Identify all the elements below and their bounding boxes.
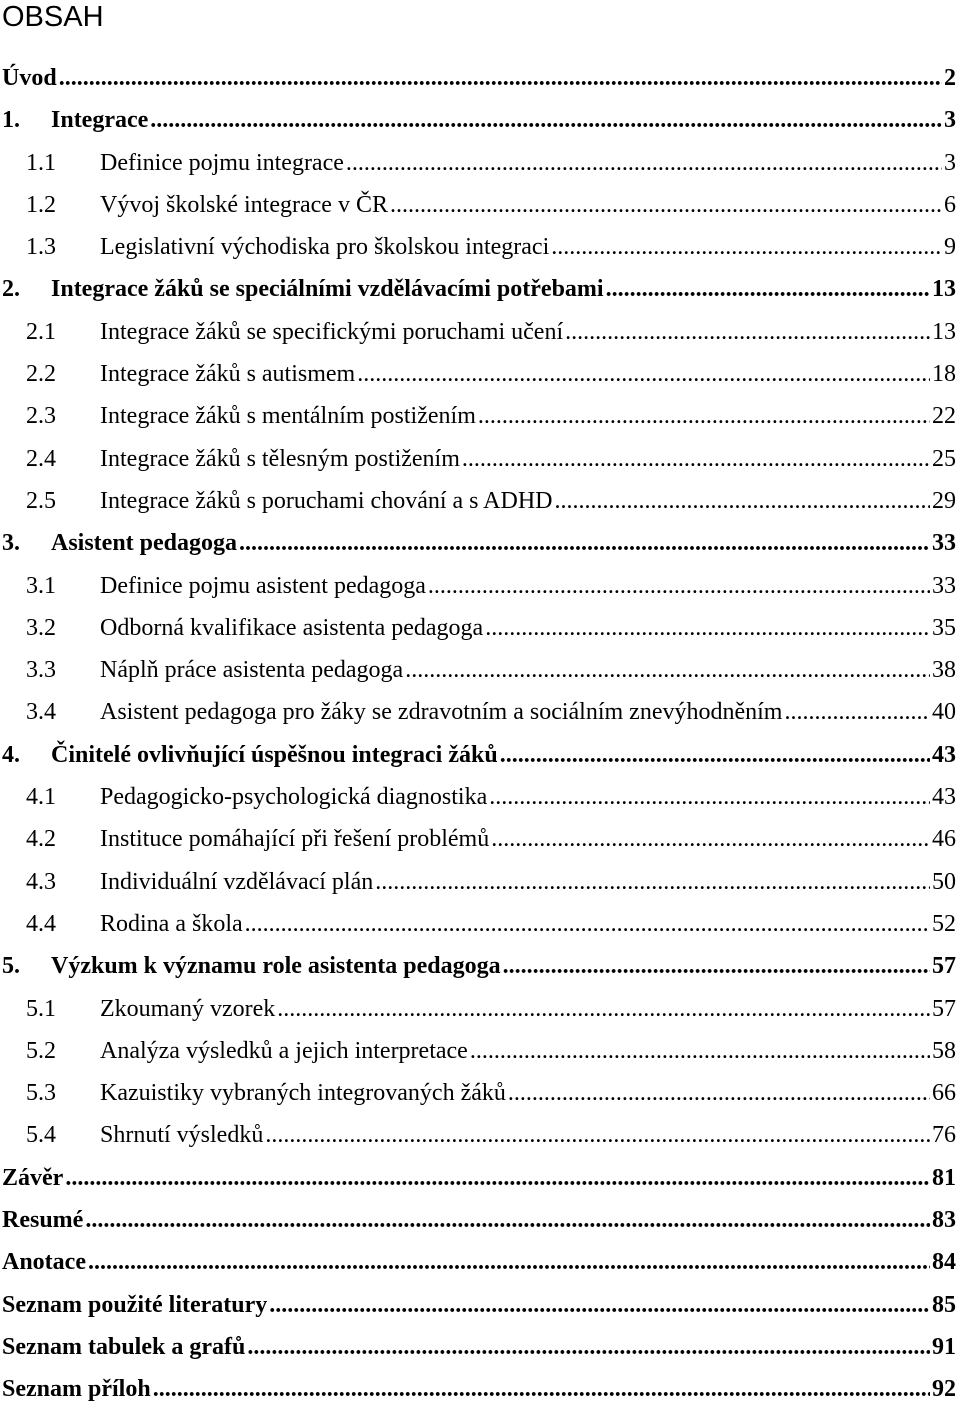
toc-entry-number: 4.4 xyxy=(26,910,56,937)
toc-entry-number: 4.1 xyxy=(26,784,56,811)
toc-entry-title: Činitelé ovlivňující úspěšnou integraci žáků xyxy=(51,741,498,768)
toc-entry-page-number: 91 xyxy=(932,1333,956,1360)
toc-entry-number: 5.4 xyxy=(26,1122,56,1149)
toc-entry[interactable] xyxy=(0,734,960,776)
toc-entry-number: 1.3 xyxy=(26,234,56,261)
toc-entry[interactable] xyxy=(0,691,960,733)
toc-entry-row xyxy=(2,1368,956,1410)
toc-entry-title: Integrace žáků s tělesným postižením xyxy=(100,445,460,472)
toc-entry-row xyxy=(2,268,956,310)
toc-entry-title: Legislativní východiska pro školskou integraci xyxy=(100,234,550,261)
toc-entry-number: 5.1 xyxy=(26,995,56,1022)
toc-dot-leader xyxy=(245,903,930,945)
toc-entry-title: Integrace žáků s poruchami chování a s ADHD xyxy=(100,487,553,514)
toc-entry[interactable] xyxy=(0,522,960,564)
toc-entry-page-number: 9 xyxy=(944,234,956,261)
toc-entry-page-number: 33 xyxy=(932,572,956,599)
toc-entry-title: Rodina a škola xyxy=(100,910,243,937)
toc-entry[interactable] xyxy=(0,988,960,1030)
toc-entry[interactable] xyxy=(0,649,960,691)
toc-entry[interactable] xyxy=(0,1199,960,1241)
toc-entry-row xyxy=(26,776,956,818)
toc-entry-page-number: 33 xyxy=(932,530,956,557)
toc-entry-title: Pedagogicko-psychologická diagnostika xyxy=(100,784,488,811)
toc-entry-row xyxy=(2,57,956,99)
toc-entry[interactable] xyxy=(0,776,960,818)
toc-entry-page-number: 35 xyxy=(932,614,956,641)
toc-entry-title: Výzkum k významu role asistenta pedagoga xyxy=(51,953,501,980)
toc-entry-row xyxy=(2,734,956,776)
toc-entry-row xyxy=(26,438,956,480)
toc-entry-number: 5.2 xyxy=(26,1037,56,1064)
toc-dot-leader xyxy=(150,99,942,141)
page-title: OBSAH xyxy=(2,1,104,33)
toc-entry-page-number: 13 xyxy=(932,276,956,303)
toc-dot-leader xyxy=(153,1368,930,1410)
toc-entry-row xyxy=(26,395,956,437)
toc-entry-page-number: 22 xyxy=(932,403,956,430)
toc-entry-number: 2.4 xyxy=(26,445,56,472)
toc-entry-number: 3.2 xyxy=(26,614,56,641)
toc-entry[interactable] xyxy=(0,1241,960,1283)
toc-entry-title: Vývoj školské integrace v ČR xyxy=(100,191,388,218)
toc-entry-page-number: 57 xyxy=(932,995,956,1022)
toc-entry-row xyxy=(26,565,956,607)
toc-entry-row xyxy=(2,522,956,564)
toc-entry-title: Náplň práce asistenta pedagoga xyxy=(100,657,404,684)
toc-entry-row xyxy=(26,649,956,691)
toc-dot-leader xyxy=(85,1199,930,1241)
toc-dot-leader xyxy=(265,1114,930,1156)
toc-entry-page-number: 52 xyxy=(932,910,956,937)
toc-entry[interactable] xyxy=(0,438,960,480)
toc-dot-leader xyxy=(239,522,930,564)
toc-entry[interactable] xyxy=(0,311,960,353)
toc-dot-leader xyxy=(375,861,930,903)
toc-entry-title: Seznam příloh xyxy=(2,1376,151,1403)
toc-entry-title: Asistent pedagoga pro žáky se zdravotním a sociálním znevýhodněním xyxy=(100,699,783,726)
toc-entry[interactable] xyxy=(0,1326,960,1368)
toc-entry-number: 1.1 xyxy=(26,149,56,176)
toc-dot-leader xyxy=(59,57,942,99)
toc-dot-leader xyxy=(247,1326,930,1368)
toc-entry[interactable] xyxy=(0,142,960,184)
toc-entry-page-number: 43 xyxy=(932,784,956,811)
toc-entry-row xyxy=(2,1157,956,1199)
toc-entry-title: Shrnutí výsledků xyxy=(100,1122,264,1149)
toc-entry-page-number: 25 xyxy=(932,445,956,472)
toc-dot-leader xyxy=(565,311,930,353)
toc-entry-title: Instituce pomáhající při řešení problémů xyxy=(100,826,490,853)
toc-entry[interactable] xyxy=(0,607,960,649)
toc-entry-page-number: 50 xyxy=(932,868,956,895)
toc-dot-leader xyxy=(489,776,930,818)
toc-entry-row xyxy=(26,184,956,226)
toc-dot-leader xyxy=(508,1072,930,1114)
toc-dot-leader xyxy=(88,1241,930,1283)
toc-entry-page-number: 6 xyxy=(944,191,956,218)
toc-entry-row xyxy=(2,99,956,141)
toc-entry-number: 2.5 xyxy=(26,487,56,514)
toc-dot-leader xyxy=(500,734,930,776)
toc-entry-page-number: 66 xyxy=(932,1080,956,1107)
toc-entry-page-number: 3 xyxy=(944,107,956,134)
toc-entry-row xyxy=(26,903,956,945)
toc-entry-title: Analýza výsledků a jejich interpretace xyxy=(100,1037,468,1064)
toc-entry-number: 2.2 xyxy=(26,361,56,388)
toc-entry-page-number: 81 xyxy=(932,1164,956,1191)
toc-entry-title: Integrace žáků s autismem xyxy=(100,361,356,388)
toc-entry-number: 4. xyxy=(2,741,20,768)
toc-entry-row xyxy=(26,1072,956,1114)
toc-dot-leader xyxy=(357,353,930,395)
table-of-contents xyxy=(0,57,960,1411)
toc-entry-page-number: 3 xyxy=(944,149,956,176)
toc-entry-row xyxy=(2,945,956,987)
toc-entry-row xyxy=(26,1030,956,1072)
toc-entry-page-number: 85 xyxy=(932,1291,956,1318)
toc-entry[interactable] xyxy=(0,1114,960,1156)
toc-entry-row xyxy=(2,1199,956,1241)
toc-dot-leader xyxy=(346,142,942,184)
toc-entry-page-number: 29 xyxy=(932,487,956,514)
toc-entry[interactable] xyxy=(0,565,960,607)
toc-entry[interactable] xyxy=(0,57,960,99)
toc-entry-title: Integrace žáků se specifickými poruchami učení xyxy=(100,318,564,345)
toc-entry[interactable] xyxy=(0,1284,960,1326)
toc-dot-leader xyxy=(269,1284,930,1326)
toc-entry-title: Asistent pedagoga xyxy=(51,530,238,557)
toc-entry[interactable] xyxy=(0,861,960,903)
toc-entry-row xyxy=(26,691,956,733)
toc-entry-number: 2.3 xyxy=(26,403,56,430)
toc-entry[interactable] xyxy=(0,480,960,522)
toc-entry[interactable] xyxy=(0,1072,960,1114)
toc-dot-leader xyxy=(491,818,930,860)
toc-entry-title: Zkoumaný vzorek xyxy=(100,995,276,1022)
toc-entry-page-number: 83 xyxy=(932,1207,956,1234)
toc-dot-leader xyxy=(485,607,930,649)
toc-entry-title: Integrace žáků se speciálními vzdělávacími potřebami xyxy=(51,276,604,303)
toc-entry-row xyxy=(2,1284,956,1326)
toc-entry-page-number: 40 xyxy=(932,699,956,726)
toc-entry-row xyxy=(26,311,956,353)
toc-entry[interactable] xyxy=(0,1030,960,1072)
toc-entry-row xyxy=(26,818,956,860)
toc-dot-leader xyxy=(390,184,942,226)
toc-entry-page-number: 76 xyxy=(932,1122,956,1149)
toc-entry-page-number: 38 xyxy=(932,657,956,684)
toc-dot-leader xyxy=(478,395,930,437)
toc-entry-title: Resumé xyxy=(2,1207,84,1234)
toc-entry-page-number: 46 xyxy=(932,826,956,853)
toc-entry[interactable] xyxy=(0,353,960,395)
toc-entry-row xyxy=(26,988,956,1030)
toc-dot-leader xyxy=(551,226,942,268)
toc-entry-row xyxy=(26,226,956,268)
toc-entry-title: Seznam použité literatury xyxy=(2,1291,268,1318)
toc-entry-number: 3.4 xyxy=(26,699,56,726)
toc-entry-number: 5.3 xyxy=(26,1080,56,1107)
toc-dot-leader xyxy=(405,649,930,691)
toc-entry-number: 5. xyxy=(2,953,20,980)
toc-entry-number: 2. xyxy=(2,276,20,303)
toc-entry-title: Závěr xyxy=(2,1164,64,1191)
toc-entry-number: 3. xyxy=(2,530,20,557)
toc-entry-page-number: 58 xyxy=(932,1037,956,1064)
toc-entry[interactable] xyxy=(0,99,960,141)
toc-entry-page-number: 84 xyxy=(932,1249,956,1276)
toc-entry[interactable] xyxy=(0,226,960,268)
toc-entry-row xyxy=(26,480,956,522)
toc-dot-leader xyxy=(470,1030,930,1072)
toc-entry-number: 3.3 xyxy=(26,657,56,684)
toc-entry-page-number: 92 xyxy=(932,1376,956,1403)
toc-entry-row xyxy=(2,1241,956,1283)
toc-entry-row xyxy=(26,861,956,903)
toc-entry-page-number: 13 xyxy=(932,318,956,345)
toc-dot-leader xyxy=(428,565,930,607)
toc-entry-title: Integrace xyxy=(51,107,149,134)
toc-entry[interactable] xyxy=(0,1157,960,1199)
toc-entry-title: Definice pojmu integrace xyxy=(100,149,344,176)
toc-entry-number: 3.1 xyxy=(26,572,56,599)
toc-dot-leader xyxy=(277,988,930,1030)
toc-entry[interactable] xyxy=(0,945,960,987)
toc-entry-row xyxy=(26,142,956,184)
toc-entry-row xyxy=(26,607,956,649)
toc-entry[interactable] xyxy=(0,184,960,226)
toc-entry-row xyxy=(26,353,956,395)
toc-entry-title: Úvod xyxy=(2,65,57,91)
toc-entry-number: 1.2 xyxy=(26,191,56,218)
toc-entry-row xyxy=(26,1114,956,1156)
toc-entry-number: 4.3 xyxy=(26,868,56,895)
toc-entry-row xyxy=(2,1326,956,1368)
toc-entry-title: Kazuistiky vybraných integrovaných žáků xyxy=(100,1080,506,1107)
toc-entry-title: Integrace žáků s mentálním postižením xyxy=(100,403,476,430)
toc-entry-title: Anotace xyxy=(2,1249,86,1276)
toc-entry[interactable] xyxy=(0,395,960,437)
toc-entry-page-number: 43 xyxy=(932,741,956,768)
toc-entry-number: 4.2 xyxy=(26,826,56,853)
toc-entry-title: Seznam tabulek a grafů xyxy=(2,1333,246,1360)
toc-dot-leader xyxy=(555,480,930,522)
toc-dot-leader xyxy=(503,945,930,987)
toc-entry[interactable] xyxy=(0,268,960,310)
toc-entry-title: Individuální vzdělávací plán xyxy=(100,868,374,895)
toc-entry-page-number: 2 xyxy=(944,65,956,91)
toc-dot-leader xyxy=(784,691,930,733)
toc-dot-leader xyxy=(65,1157,930,1199)
toc-dot-leader xyxy=(462,438,930,480)
toc-entry-number: 2.1 xyxy=(26,318,56,345)
toc-entry-title: Odborná kvalifikace asistenta pedagoga xyxy=(100,614,484,641)
toc-entry-number: 1. xyxy=(2,107,20,134)
toc-entry[interactable] xyxy=(0,818,960,860)
toc-entry[interactable] xyxy=(0,1368,960,1410)
toc-entry-page-number: 57 xyxy=(932,953,956,980)
toc-entry-title: Definice pojmu asistent pedagoga xyxy=(100,572,426,599)
toc-dot-leader xyxy=(606,268,930,310)
toc-entry-page-number: 18 xyxy=(932,361,956,388)
toc-entry[interactable] xyxy=(0,903,960,945)
